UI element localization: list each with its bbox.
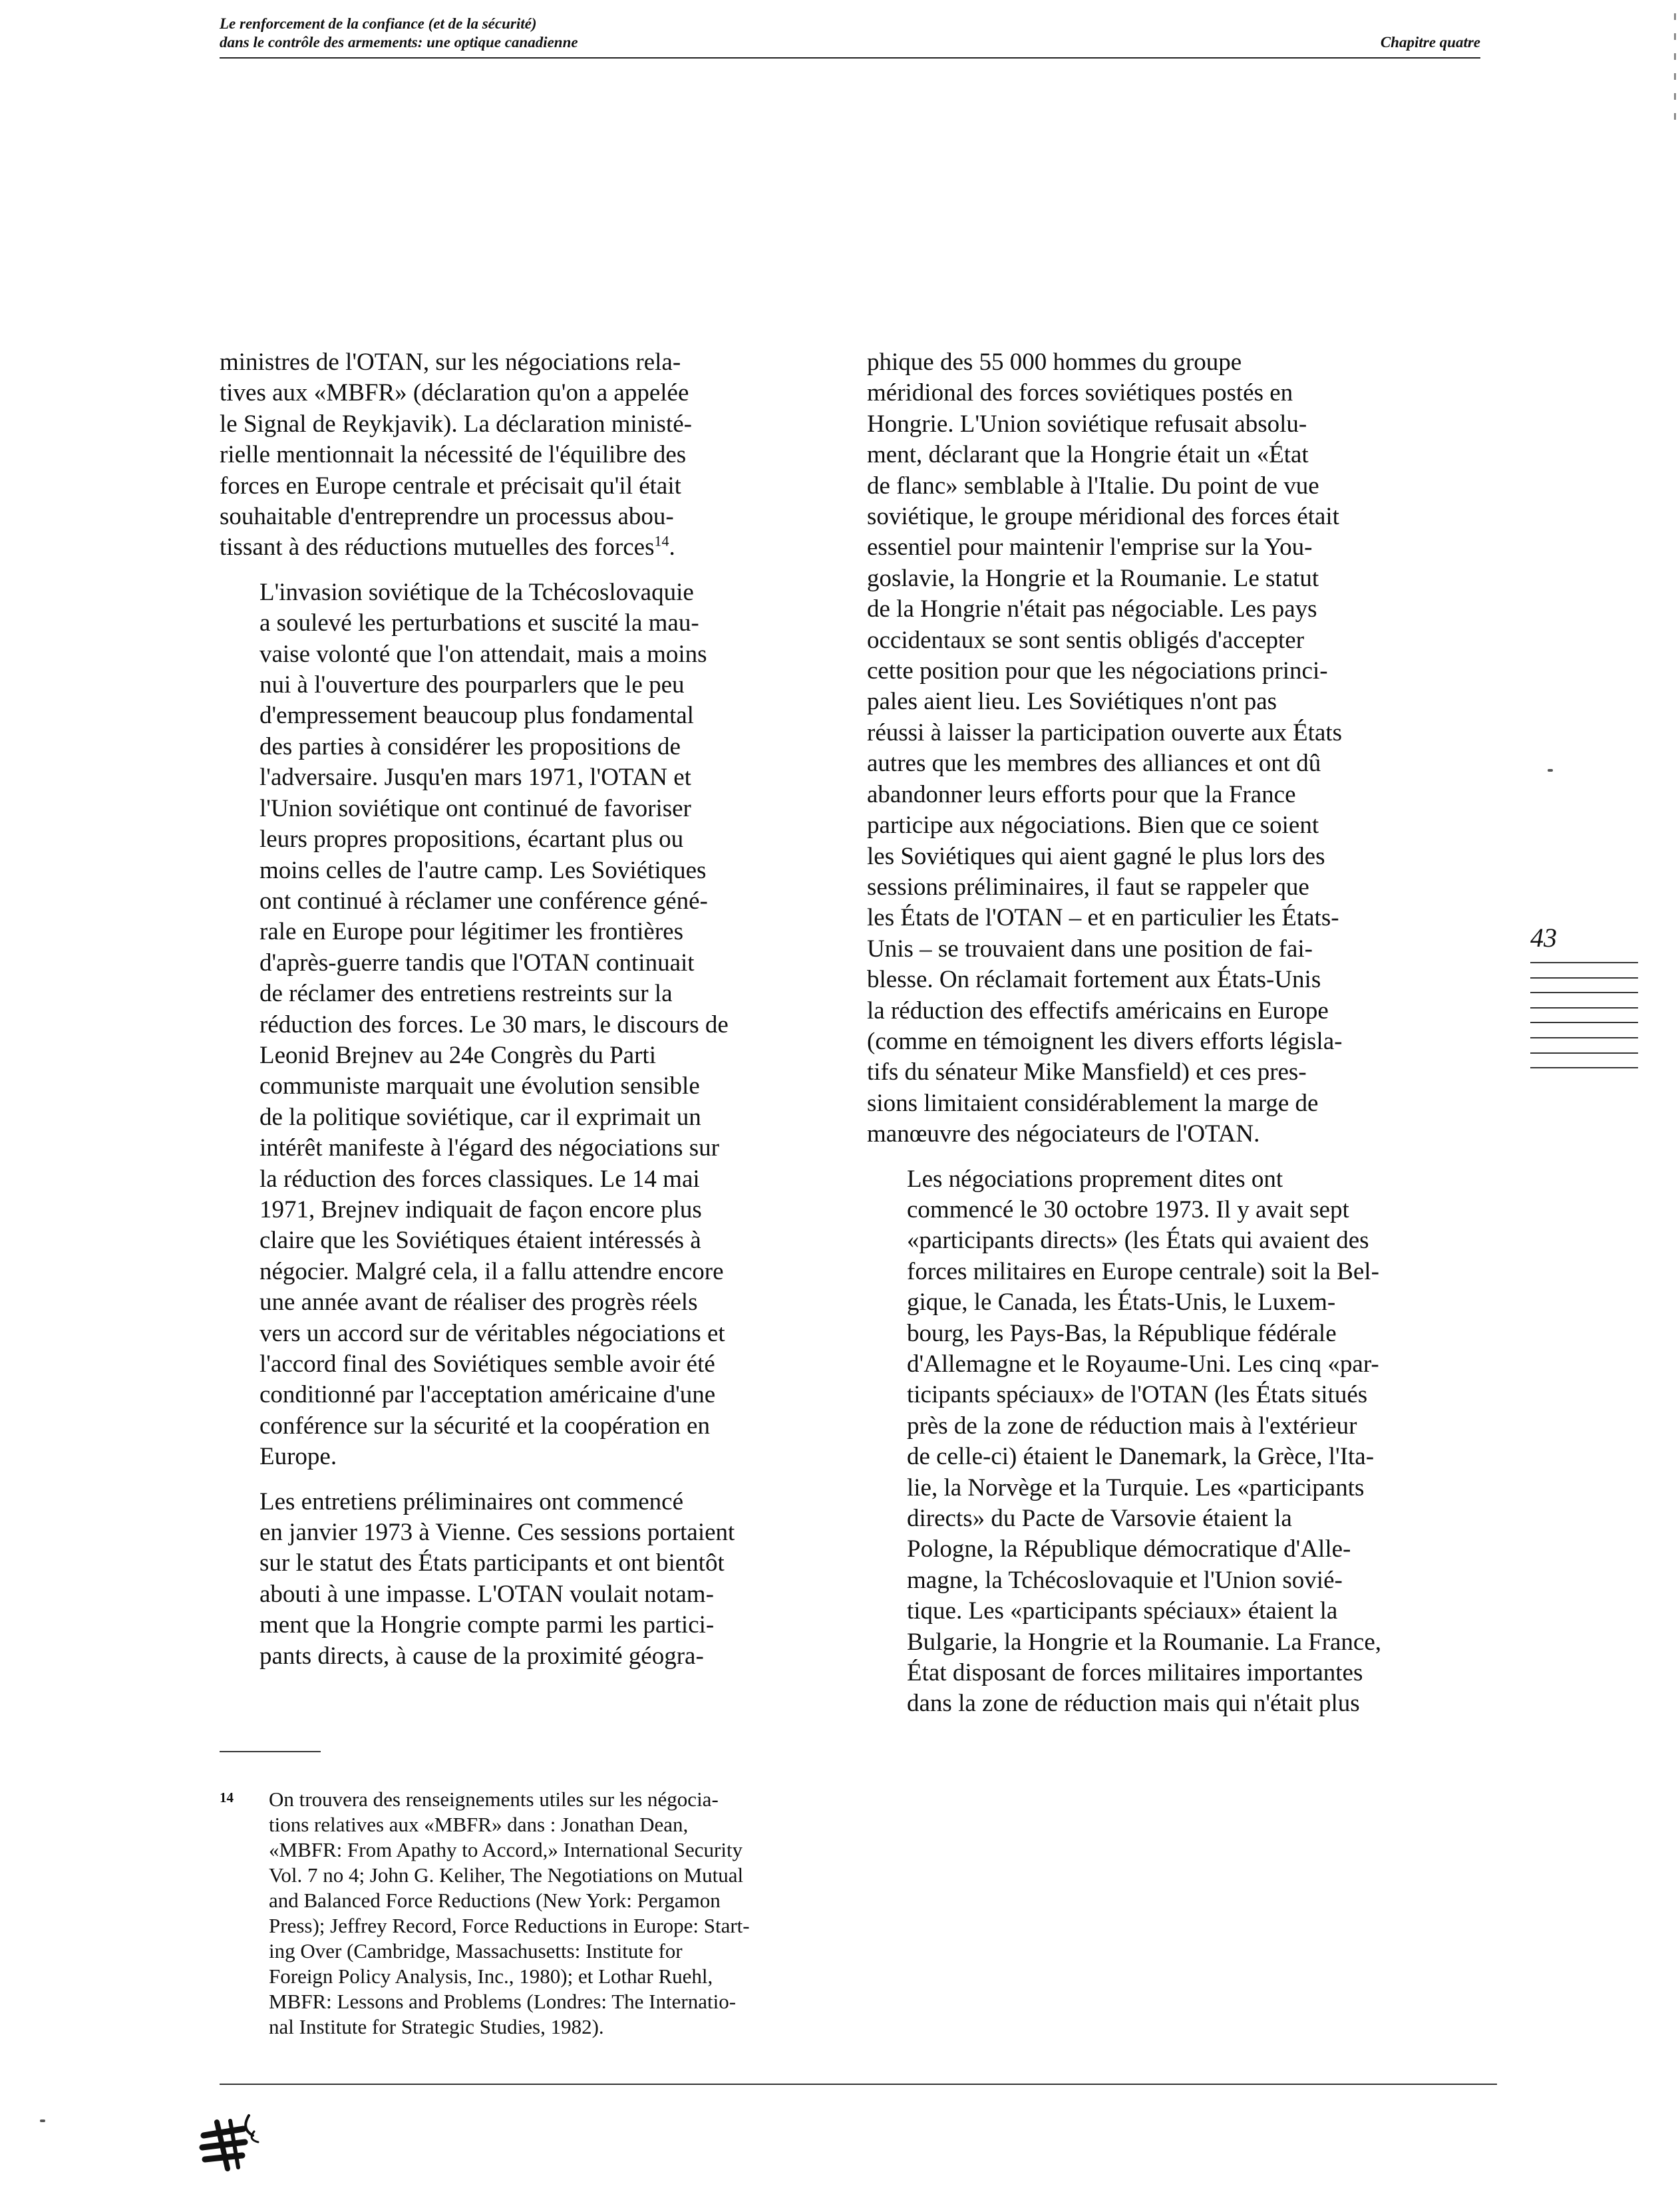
text-line: sions limitaient considérablement la marge de bbox=[867, 1089, 1319, 1117]
left-column bbox=[220, 347, 792, 1672]
text-line: dans la zone de réduction mais qui n'était plus bbox=[907, 1690, 1360, 1718]
text-line: magne, la Tchécoslovaquie et l'Union sovié- bbox=[907, 1566, 1343, 1594]
text-line: en janvier 1973 à Vienne. Ces sessions portaient bbox=[259, 1519, 735, 1547]
text-line: intérêt manifeste à l'égard des négociations sur bbox=[259, 1134, 719, 1162]
header-title-line2: dans le contrôle des armements: une optique canadienne bbox=[220, 34, 578, 51]
text-line: le Signal de Reykjavik). La déclaration ministé- bbox=[220, 410, 692, 438]
text-line: Hongrie. L'Union soviétique refusait absolu- bbox=[867, 410, 1307, 438]
text-line: une année avant de réaliser des progrès réels bbox=[259, 1289, 698, 1317]
text-line: sur le statut des États participants et ont bientôt bbox=[259, 1549, 725, 1577]
text-line: gique, le Canada, les États-Unis, le Luxem- bbox=[907, 1289, 1336, 1317]
text-line: réussi à laisser la participation ouverte aux États bbox=[867, 718, 1343, 746]
text-line-content: tissant à des réductions mutuelles des forces bbox=[220, 534, 655, 561]
text-line: méridional des forces soviétiques postés en bbox=[867, 379, 1293, 407]
text-line: a soulevé les perturbations et suscité la mau- bbox=[259, 609, 699, 637]
text-line: près de la zone de réduction mais à l'extérieur bbox=[907, 1412, 1357, 1440]
margin-rule bbox=[1530, 962, 1638, 963]
text-line: participe aux négociations. Bien que ce soient bbox=[867, 812, 1319, 840]
text-line: État disposant de forces militaires importantes bbox=[907, 1659, 1363, 1687]
right-column bbox=[867, 347, 1439, 1720]
text-line: commencé le 30 octobre 1973. Il y avait sept bbox=[907, 1195, 1349, 1223]
text-line: cette position pour que les négociations princi- bbox=[867, 657, 1328, 685]
text-line: ont continué à réclamer une conférence géné- bbox=[259, 887, 708, 915]
text-line: rale en Europe pour légitimer les frontières bbox=[259, 918, 683, 946]
text-line: tifs du sénateur Mike Mansfield) et ces pres- bbox=[867, 1058, 1307, 1086]
bottom-rule bbox=[220, 2084, 1497, 2085]
text-line: souhaitable d'entreprendre un processus abou- bbox=[220, 503, 674, 531]
text-line: pales aient lieu. Les Soviétiques n'ont pas bbox=[867, 688, 1277, 716]
text-line: claire que les Soviétiques étaient intéressés à bbox=[259, 1227, 701, 1255]
text-line: ment que la Hongrie compte parmi les partici- bbox=[259, 1611, 715, 1639]
text-line: l'adversaire. Jusqu'en mars 1971, l'OTAN et bbox=[259, 764, 691, 792]
text-line: de flanc» semblable à l'Italie. Du point de vue bbox=[867, 472, 1319, 500]
text-line: nui à l'ouverture des pourparlers que le peu bbox=[259, 671, 685, 699]
header-title-line1: Le renforcement de la confiance (et de la sécurité) bbox=[220, 15, 537, 32]
text-line: abouti à une impasse. L'OTAN voulait notam- bbox=[259, 1580, 714, 1608]
text-line: conférence sur la sécurité et la coopération en bbox=[259, 1412, 710, 1440]
paragraph bbox=[867, 347, 1439, 1150]
text-line: de la Hongrie n'était pas négociable. Les pays bbox=[867, 595, 1317, 623]
text-line: soviétique, le groupe méridional des forces était bbox=[867, 503, 1339, 531]
margin-rule bbox=[1530, 1037, 1638, 1038]
text-line: de la politique soviétique, car il exprimait un bbox=[259, 1103, 701, 1131]
text-line: les États de l'OTAN – et en particulier les États- bbox=[867, 904, 1339, 932]
scan-speck bbox=[1548, 769, 1553, 772]
scan-speck bbox=[40, 2119, 45, 2122]
text-line: Pologne, la République démocratique d'Alle- bbox=[907, 1535, 1351, 1563]
sentence-end: . bbox=[669, 534, 675, 561]
text-line: Les entretiens préliminaires ont commencé bbox=[259, 1487, 683, 1515]
paragraph bbox=[867, 1164, 1439, 1720]
footnote bbox=[269, 1787, 841, 2040]
running-header bbox=[220, 15, 1085, 52]
text-line: (comme en témoignent les divers efforts législa- bbox=[867, 1027, 1343, 1055]
text-line: abandonner leurs efforts pour que la France bbox=[867, 780, 1296, 808]
text-line bbox=[220, 532, 792, 563]
text-line: tives aux «MBFR» (déclaration qu'on a appelée bbox=[220, 379, 689, 407]
margin-rule bbox=[1530, 977, 1638, 979]
text-line: d'Allemagne et le Royaume-Uni. Les cinq «par- bbox=[907, 1350, 1379, 1378]
paragraph bbox=[220, 347, 792, 563]
text-line: bourg, les Pays-Bas, la République fédérale bbox=[907, 1319, 1337, 1347]
publisher-logo-icon bbox=[197, 2109, 263, 2172]
text-line: rielle mentionnait la nécessité de l'équilibre des bbox=[220, 441, 687, 469]
text-line: ment, déclarant que la Hongrie était un «État bbox=[867, 441, 1309, 469]
footnote-line: ing Over (Cambridge, Massachusetts: Institute for bbox=[269, 1939, 683, 1962]
margin-rule bbox=[1530, 1052, 1638, 1054]
text-line: manœuvre des négociateurs de l'OTAN. bbox=[867, 1120, 1260, 1148]
text-line: Unis – se trouvaient dans une position de fai- bbox=[867, 935, 1313, 963]
footnote-line: Foreign Policy Analysis, Inc., 1980); et Lothar Ruehl, bbox=[269, 1964, 713, 1988]
text-line: «participants directs» (les États qui avaient des bbox=[907, 1227, 1369, 1255]
text-line: 1971, Brejnev indiquait de façon encore plus bbox=[259, 1195, 702, 1223]
text-line: vers un accord sur de véritables négociations et bbox=[259, 1319, 725, 1347]
footnote-line: nal Institute for Strategic Studies, 1982). bbox=[269, 2015, 604, 2038]
text-line: pants directs, à cause de la proximité géogra- bbox=[259, 1642, 704, 1670]
text-line: Leonid Brejnev au 24e Congrès du Parti bbox=[259, 1041, 656, 1069]
text-line: forces en Europe centrale et précisait qu'il était bbox=[220, 472, 681, 500]
footnote-line: On trouvera des renseignements utiles sur les négocia- bbox=[269, 1788, 719, 1811]
text-line: leurs propres propositions, écartant plus ou bbox=[259, 826, 684, 854]
paragraph bbox=[220, 1487, 792, 1672]
text-line: L'invasion soviétique de la Tchécoslovaquie bbox=[259, 578, 694, 606]
footnote-line: «MBFR: From Apathy to Accord,» International Security bbox=[269, 1838, 743, 1861]
chapter-label: Chapitre quatre bbox=[1380, 34, 1480, 51]
text-line: goslavie, la Hongrie et la Roumanie. Le statut bbox=[867, 564, 1319, 592]
text-line: d'empressement beaucoup plus fondamental bbox=[259, 702, 694, 730]
footnote-line: and Balanced Force Reductions (New York: Pergamon bbox=[269, 1889, 721, 1912]
text-line: de réclamer des entretiens restreints sur la bbox=[259, 980, 673, 1008]
text-line: la réduction des forces classiques. Le 14 mai bbox=[259, 1165, 700, 1193]
text-line: phique des 55 000 hommes du groupe bbox=[867, 349, 1242, 376]
text-line: la réduction des effectifs américains en Europe bbox=[867, 997, 1329, 1024]
margin-rule bbox=[1530, 1007, 1638, 1009]
text-line: conditionné par l'acceptation américaine d'une bbox=[259, 1381, 716, 1409]
text-line: les Soviétiques qui aient gagné le plus lors des bbox=[867, 842, 1325, 870]
text-line: des parties à considérer les propositions de bbox=[259, 732, 681, 760]
text-line: Bulgarie, la Hongrie et la Roumanie. La France, bbox=[907, 1628, 1382, 1656]
text-line: autres que les membres des alliances et ont dû bbox=[867, 750, 1321, 778]
header-rule bbox=[220, 57, 1480, 59]
text-line: sessions préliminaires, il faut se rappeler que bbox=[867, 873, 1309, 901]
footnote-reference: 14 bbox=[654, 533, 669, 550]
text-line: moins celles de l'autre camp. Les Soviétiques bbox=[259, 856, 707, 884]
text-line: ticipants spéciaux» de l'OTAN (les États situés bbox=[907, 1381, 1368, 1409]
text-line: occidentaux se sont sentis obligés d'accepter bbox=[867, 626, 1305, 654]
text-line: vaise volonté que l'on attendait, mais a moins bbox=[259, 640, 707, 668]
footnote-line: tions relatives aux «MBFR» dans : Jonathan Dean, bbox=[269, 1813, 689, 1836]
text-line: essentiel pour maintenir l'emprise sur la You- bbox=[867, 534, 1313, 561]
text-line: ministres de l'OTAN, sur les négociations rela- bbox=[220, 349, 681, 376]
text-line: l'accord final des Soviétiques semble avoir été bbox=[259, 1350, 715, 1378]
scan-edge-marks bbox=[1674, 13, 1676, 133]
footnote-line: MBFR: Lessons and Problems (Londres: The Internatio- bbox=[269, 1990, 737, 2013]
text-line: négocier. Malgré cela, il a fallu attendre encore bbox=[259, 1257, 724, 1285]
text-line: communiste marquait une évolution sensible bbox=[259, 1072, 700, 1100]
text-line: d'après-guerre tandis que l'OTAN continuait bbox=[259, 949, 695, 977]
text-line: tique. Les «participants spéciaux» étaient la bbox=[907, 1597, 1338, 1625]
text-line: l'Union soviétique ont continué de favoriser bbox=[259, 794, 691, 822]
footnote-line: Press); Jeffrey Record, Force Reductions in Europe: Start- bbox=[269, 1914, 750, 1937]
margin-rule bbox=[1530, 1067, 1638, 1068]
page-number: 43 bbox=[1530, 923, 1557, 953]
text-line: Europe. bbox=[259, 1443, 337, 1471]
margin-rule bbox=[1530, 1022, 1638, 1023]
paragraph bbox=[220, 577, 792, 1473]
text-line: blesse. On réclamait fortement aux États-Unis bbox=[867, 966, 1321, 994]
margin-decoration bbox=[1530, 962, 1638, 1082]
footnote-number: 14 bbox=[220, 1790, 234, 1805]
footnote-rule bbox=[220, 1751, 321, 1752]
footnote-line: Vol. 7 no 4; John G. Keliher, The Negotiations on Mutual bbox=[269, 1863, 744, 1887]
text-line: directs» du Pacte de Varsovie étaient la bbox=[907, 1505, 1292, 1533]
text-line: de celle-ci) étaient le Danemark, la Grèce, l'Ita- bbox=[907, 1443, 1375, 1471]
text-line: lie, la Norvège et la Turquie. Les «participants bbox=[907, 1474, 1365, 1501]
text-line: réduction des forces. Le 30 mars, le discours de bbox=[259, 1011, 729, 1038]
margin-rule bbox=[1530, 992, 1638, 993]
text-line: forces militaires en Europe centrale) soit la Bel- bbox=[907, 1257, 1379, 1285]
text-line: Les négociations proprement dites ont bbox=[907, 1165, 1283, 1193]
